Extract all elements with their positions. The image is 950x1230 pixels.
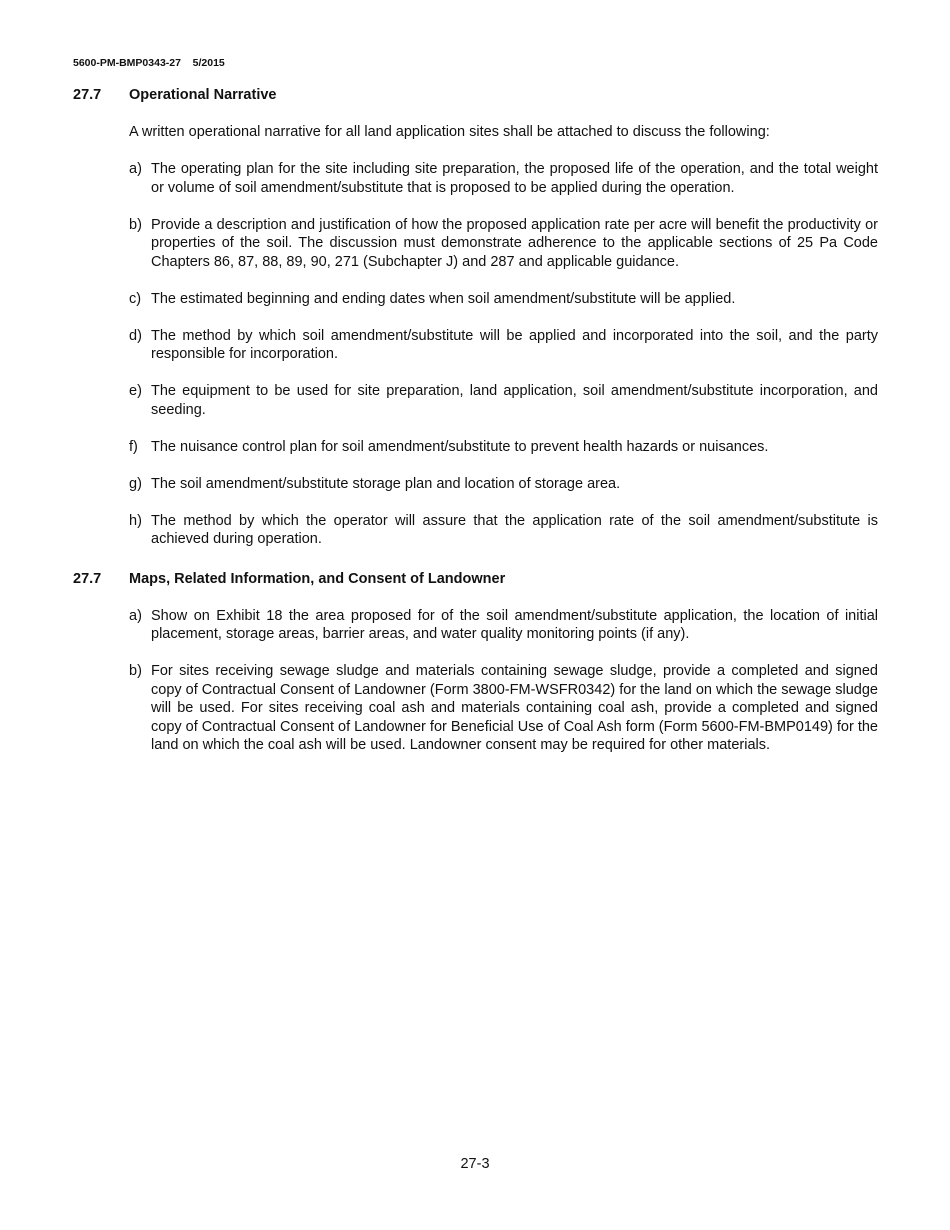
item-text: The operating plan for the site including site preparation, the proposed life of the operation, and the total weight or volume of soil amendment/substitute that is proposed to be applied during the operation.: [151, 161, 878, 196]
item-marker: f): [129, 438, 138, 455]
list-item: [129, 290, 878, 309]
list-item: [129, 438, 878, 457]
item-marker: g): [129, 475, 142, 492]
section-heading: [73, 86, 878, 104]
list-item: [129, 216, 878, 272]
list-item: [129, 327, 878, 364]
item-marker: e): [129, 383, 142, 399]
list-item: [129, 475, 878, 494]
section-intro: A written operational narrative for all land application sites shall be attached to discuss the following:: [129, 124, 770, 140]
section-title: Operational Narrative: [129, 87, 277, 103]
item-text: Provide a description and justification of how the proposed application rate per acre will benefit the productivity or properties of the soil. The discussion must demonstrate adherence to the applicable sections of 25 Pa Code Chapters 86, 87, 88, 89, 90, 271 (Subchapter J) and 287 and applicable guidance.: [151, 216, 878, 270]
item-text: The estimated beginning and ending dates when soil amendment/substitute will be applied.: [151, 290, 736, 307]
item-text: The method by which the operator will assure that the application rate of the soil amendment/substitute is achieved during operation.: [151, 512, 878, 547]
item-marker: a): [129, 607, 142, 624]
item-text: The nuisance control plan for soil amendment/substitute to prevent health hazards or nuisances.: [151, 438, 769, 455]
item-marker: h): [129, 512, 142, 529]
section-maps-consent: [73, 570, 878, 755]
section-number: 27.7: [73, 571, 102, 587]
list-item: [129, 512, 878, 549]
section-operational-narrative: [73, 86, 878, 549]
page-number: 27-3: [460, 1156, 490, 1172]
list-item: [129, 382, 878, 419]
item-marker: d): [129, 327, 142, 344]
section-heading: [73, 570, 878, 588]
item-text: For sites receiving sewage sludge and materials containing sewage sludge, provide a completed and signed copy of Contractual Consent of Landowner (Form 3800-FM-WSFR0342) for the land on which the sewage sludge will be used. For sites receiving coal ash and materials containing coal ash, provide a completed and signed copy of Contractual Consent of Landowner for Beneficial Use of Coal Ash form (Form 5600-FM-BMP0149) for the land on which the coal ash will be used. Landowner consent may be required for other materials.: [151, 663, 878, 753]
item-list: [129, 160, 878, 549]
item-marker: b): [129, 663, 142, 679]
item-marker: b): [129, 216, 142, 233]
list-item: [129, 607, 878, 644]
item-text: Show on Exhibit 18 the area proposed for of the soil amendment/substitute application, the location of initial placement, storage areas, barrier areas, and water quality monitoring points (if any).: [151, 607, 878, 642]
item-marker: c): [129, 290, 142, 307]
item-marker: a): [129, 161, 142, 177]
item-text: The method by which soil amendment/substitute will be applied and incorporated into the soil, and the party responsible for incorporation.: [151, 327, 878, 362]
item-text: The soil amendment/substitute storage plan and location of storage area.: [151, 475, 621, 492]
section-number: 27.7: [73, 87, 102, 103]
list-item: [129, 662, 878, 755]
list-item: [129, 160, 878, 197]
item-list: [129, 607, 878, 755]
item-text: The equipment to be used for site preparation, land application, soil amendment/substitute incorporation, and seeding.: [151, 383, 878, 418]
section-title: Maps, Related Information, and Consent of Landowner: [129, 571, 506, 587]
form-identifier: 5600-PM-BMP0343-27 5/2015: [73, 57, 225, 69]
